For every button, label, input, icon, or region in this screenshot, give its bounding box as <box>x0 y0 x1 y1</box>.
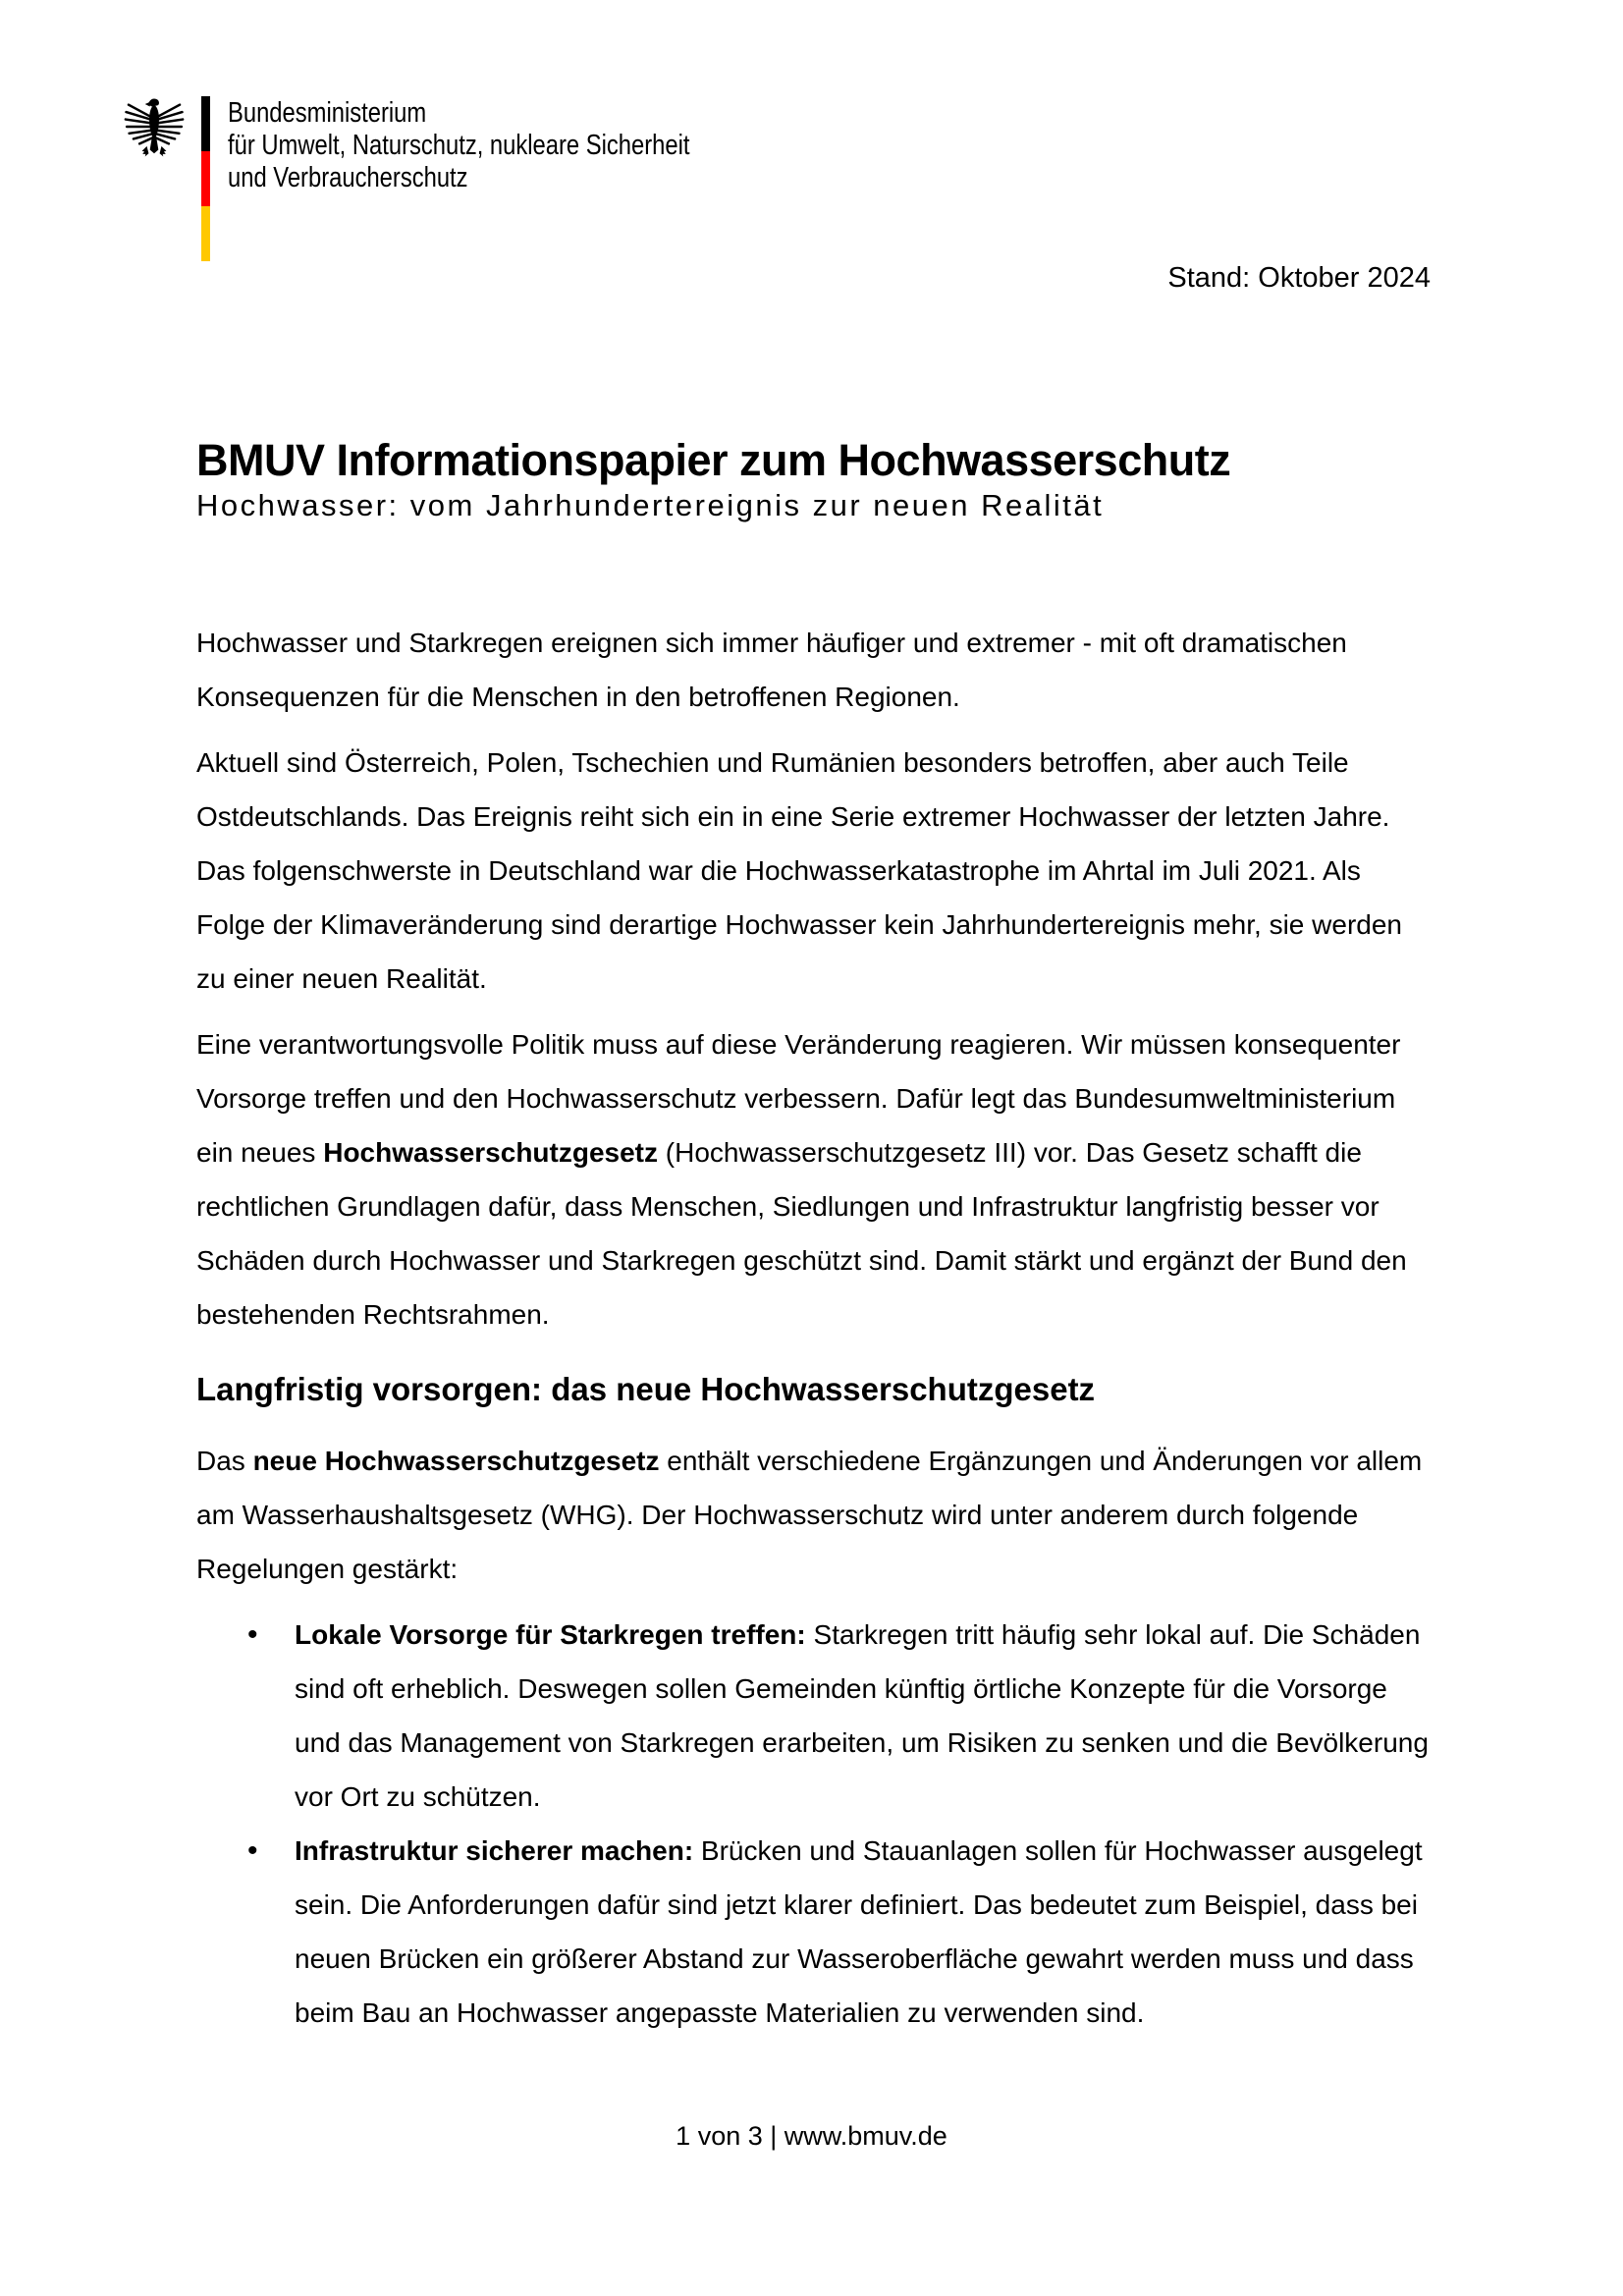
text-segment: Das <box>196 1446 253 1476</box>
paragraph-1 <box>196 616 1432 724</box>
text-segment: enthält verschiedene Ergänzungen und Änderungen vor allem am Wasserhaushaltsgesetz (WHG). Der Hochwasserschutz wird unter anderem durch folgende Regelungen gestärkt: <box>196 1446 1423 1584</box>
page-subtitle: Hochwasser: vom Jahrhundertereignis zur neuen Realität <box>196 488 1105 522</box>
text-segment: Lokale Vorsorge für Starkregen treffen: <box>295 1619 806 1650</box>
ministry-line-2: für Umwelt, Naturschutz, nukleare Sicherheit <box>228 130 690 161</box>
text-segment: Brücken und Stauanlagen sollen für Hochwasser ausgelegt sein. Die Anforderungen dafür sind jetzt klarer definiert. Das bedeutet zum Beispiel, dass bei neuen Brücken ein größerer Abstand zur Wasseroberfläche gewahrt werden muss und dass beim Bau an Hochwasser angepasste Materialien zu verwenden sind. <box>295 1835 1423 2028</box>
paragraph-4 <box>196 1434 1432 1596</box>
ministry-line-3: und Verbraucherschutz <box>228 162 468 193</box>
flag-red-segment <box>201 151 210 206</box>
text-segment: neue Hochwasserschutzgesetz <box>252 1446 660 1476</box>
flag-gold-segment <box>201 206 210 261</box>
federal-eagle-icon <box>124 96 185 157</box>
text-segment: Eine verantwortungsvolle Politik muss auf diese Veränderung reagieren. Wir müssen konsequenter Vorsorge treffen und den Hochwasserschutz verbessern. Dafür legt das Bundesumweltministerium ein neues <box>196 1029 1401 1168</box>
paragraph-2 <box>196 736 1432 1006</box>
text-segment: Aktuell sind Österreich, Polen, Tschechien und Rumänien besonders betroffen, aber auch Teile Ostdeutschlands. Das Ereignis reiht sich ein in eine Serie extremer Hochwasser der letzten Jahre. Das folgenschwerste in Deutschland war die Hochwasserkatastrophe im Ahrtal im Juli 2021. Als Folge der Klimaveränderung sind derartige Hochwasser kein Jahrhundertereignis mehr, sie werden zu einer neuen Realität. <box>196 747 1402 994</box>
text-segment: (Hochwasserschutzgesetz III) vor. Das Gesetz schafft die rechtlichen Grundlagen dafür, dass Menschen, Siedlungen und Infrastruktur langfristig besser vor Schäden durch Hochwasser und Starkregen geschützt sind. Damit stärkt und ergänzt der Bund den bestehenden Rechtsrahmen. <box>196 1137 1407 1330</box>
flag-stripe <box>201 96 210 261</box>
ministry-name <box>228 96 690 194</box>
flag-black-segment <box>201 96 210 151</box>
list-item <box>295 1824 1432 2040</box>
page-title: BMUV Informationspapier zum Hochwasserschutz <box>196 435 1231 485</box>
text-segment: Hochwasser und Starkregen ereignen sich immer häufiger und extremer - mit oft dramatischen Konsequenzen für die Menschen in den betroffenen Regionen. <box>196 628 1347 712</box>
paragraph-3 <box>196 1017 1432 1341</box>
text-segment: Starkregen tritt häufig sehr lokal auf. Die Schäden sind oft erheblich. Deswegen sollen Gemeinden künftig örtliche Konzepte für die Vorsorge und das Management von Starkregen erarbeiten, um Risiken zu senken und die Bevölkerung vor Ort zu schützen. <box>295 1619 1429 1812</box>
header-logo <box>124 96 791 261</box>
document-body <box>196 437 1432 2040</box>
bullet-list <box>196 1608 1432 2040</box>
section-heading: Langfristig vorsorgen: das neue Hochwasserschutzgesetz <box>196 1371 1096 1407</box>
text-segment: Infrastruktur sicherer machen: <box>295 1835 694 1866</box>
list-item <box>295 1608 1432 1824</box>
text-segment: Hochwasserschutzgesetz <box>323 1137 659 1168</box>
date-line: Stand: Oktober 2024 <box>1167 262 1431 294</box>
ministry-line-1: Bundesministerium <box>228 97 427 129</box>
page-footer: 1 von 3 | www.bmuv.de <box>676 2121 947 2151</box>
